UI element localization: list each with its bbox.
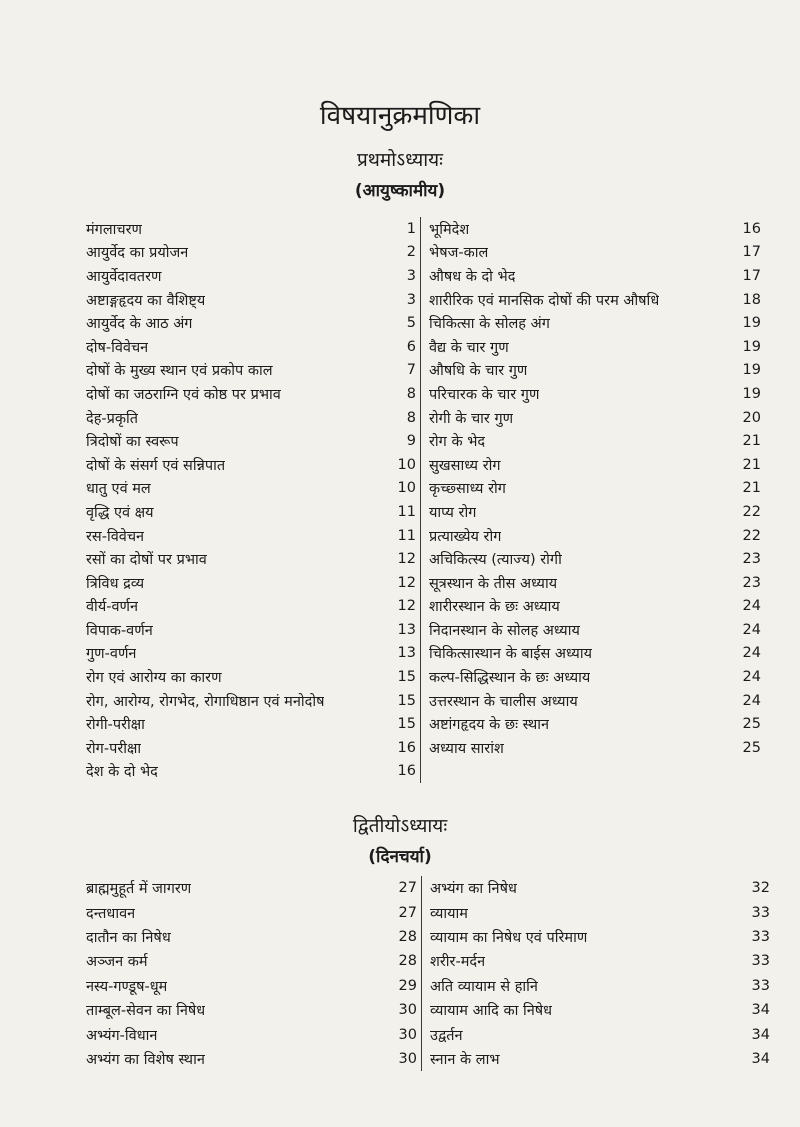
toc-entry bbox=[429, 406, 761, 430]
toc-entry-title: अष्टाङ्गहृदय का वैशिष्ट्य bbox=[86, 292, 206, 309]
toc-entry-title: धातु एवं मल bbox=[86, 481, 151, 498]
toc-entry bbox=[429, 547, 761, 571]
toc-entry-title: वीर्य-वर्णन bbox=[86, 599, 139, 616]
toc-entry-page: 3 bbox=[406, 291, 416, 308]
toc-entry-title: अभ्यंग का निषेध bbox=[430, 881, 517, 898]
toc-entry bbox=[86, 359, 416, 383]
toc-entry-page: 34 bbox=[751, 1026, 770, 1043]
toc-entry-title: मंगलाचरण bbox=[86, 221, 143, 238]
toc-entry bbox=[86, 547, 416, 571]
toc-entry-page: 17 bbox=[742, 267, 761, 284]
toc-entry bbox=[430, 1047, 770, 1071]
toc-entry bbox=[429, 736, 761, 760]
toc-entry-title: भूमिदेश bbox=[429, 221, 470, 238]
toc-entry bbox=[86, 998, 417, 1022]
toc-entry bbox=[429, 453, 761, 477]
toc-entry-title: औषध के दो भेद bbox=[429, 268, 516, 285]
toc-entry bbox=[429, 665, 761, 689]
toc-entry bbox=[86, 925, 417, 949]
toc-entry bbox=[429, 311, 761, 335]
toc-entry bbox=[430, 900, 770, 924]
toc-entry-title: दोष-विवेचन bbox=[86, 339, 149, 356]
toc-entry-title: आयुर्वेदावतरण bbox=[86, 268, 162, 285]
toc-entry-page: 33 bbox=[751, 977, 770, 994]
toc-entry-title: स्नान के लाभ bbox=[430, 1051, 500, 1068]
toc-entry-title: दोषों के संसर्ग एवं सन्निपात bbox=[86, 457, 226, 474]
toc-entry-title: दोषों का जठराग्नि एवं कोष्ठ पर प्रभाव bbox=[86, 386, 281, 403]
toc-entry-title: देश के दो भेद bbox=[86, 764, 158, 781]
toc-entry-title: उद्वर्तन bbox=[430, 1027, 463, 1044]
toc-entry bbox=[429, 477, 761, 501]
toc-entry bbox=[429, 288, 761, 312]
toc-entry-title: अञ्जन कर्म bbox=[86, 954, 148, 971]
toc-entry bbox=[86, 712, 416, 736]
toc-entry bbox=[429, 359, 761, 383]
toc-entry-page: 33 bbox=[751, 953, 770, 970]
toc-entry bbox=[86, 900, 417, 924]
toc-entry bbox=[429, 618, 761, 642]
toc-entry-page: 16 bbox=[742, 220, 761, 237]
toc-entry-page: 24 bbox=[742, 621, 761, 638]
toc-entry bbox=[86, 429, 416, 453]
chapter-1-left-column bbox=[86, 217, 421, 783]
toc-entry bbox=[86, 974, 417, 998]
toc-entry-title: परिचारक के चार गुण bbox=[429, 386, 540, 403]
toc-entry bbox=[86, 264, 416, 288]
toc-entry-page: 13 bbox=[397, 645, 416, 662]
toc-entry-title: वैद्य के चार गुण bbox=[429, 339, 509, 356]
toc-entry-page: 15 bbox=[397, 692, 416, 709]
toc-entry-page: 19 bbox=[742, 385, 761, 402]
toc-entry bbox=[86, 453, 416, 477]
toc-entry bbox=[429, 689, 761, 713]
toc-entry-page: 21 bbox=[742, 480, 761, 497]
toc-entry bbox=[86, 1047, 417, 1071]
toc-entry-title: आयुर्वेद का प्रयोजन bbox=[86, 245, 189, 262]
toc-entry bbox=[86, 571, 416, 595]
toc-entry-page: 17 bbox=[742, 244, 761, 261]
toc-entry-title: अति व्यायाम से हानि bbox=[430, 978, 538, 995]
toc-entry-page: 11 bbox=[397, 527, 416, 544]
toc-entry bbox=[429, 500, 761, 524]
toc-entry bbox=[86, 241, 416, 265]
toc-entry bbox=[430, 998, 770, 1022]
toc-entry bbox=[429, 382, 761, 406]
toc-entry-page: 34 bbox=[751, 1002, 770, 1019]
toc-entry-page: 33 bbox=[751, 928, 770, 945]
toc-entry bbox=[429, 524, 761, 548]
toc-entry-page: 27 bbox=[398, 880, 417, 897]
toc-entry bbox=[429, 335, 761, 359]
toc-entry-title: याप्य रोग bbox=[429, 504, 477, 521]
toc-entry-page: 1 bbox=[406, 220, 416, 237]
chapter-2-title: द्वितीयोऽध्यायः bbox=[352, 815, 448, 837]
toc-entry bbox=[86, 665, 416, 689]
toc-entry-page: 7 bbox=[406, 362, 416, 379]
chapter-1-title: प्रथमोऽध्यायः bbox=[356, 149, 444, 171]
toc-entry-page: 24 bbox=[742, 598, 761, 615]
toc-entry-title: अष्टांगहृदय के छः स्थान bbox=[429, 717, 550, 734]
toc-entry-page: 15 bbox=[397, 716, 416, 733]
toc-entry bbox=[86, 642, 416, 666]
toc-entry-title: अचिकित्स्य (त्याज्य) रोगी bbox=[429, 552, 562, 569]
toc-entry bbox=[430, 949, 770, 973]
toc-entry bbox=[430, 974, 770, 998]
toc-entry-page: 8 bbox=[406, 409, 416, 426]
toc-entry-title: दातौन का निषेध bbox=[86, 929, 171, 946]
toc-entry bbox=[86, 311, 416, 335]
toc-entry-page: 30 bbox=[398, 1026, 417, 1043]
toc-entry-title: देह-प्रकृति bbox=[86, 410, 139, 427]
toc-entry-page: 24 bbox=[742, 645, 761, 662]
toc-entry-page: 2 bbox=[406, 244, 416, 261]
toc-entry-page: 10 bbox=[397, 480, 416, 497]
toc-entry-page: 22 bbox=[742, 503, 761, 520]
toc-entry-page: 21 bbox=[742, 433, 761, 450]
toc-entry-title: रसों का दोषों पर प्रभाव bbox=[86, 552, 207, 569]
toc-entry bbox=[86, 949, 417, 973]
toc-entry bbox=[86, 217, 416, 241]
toc-entry-page: 19 bbox=[742, 338, 761, 355]
toc-entry-title: विपाक-वर्णन bbox=[86, 622, 153, 639]
chapter-2-subtitle: (दिनचर्या) bbox=[368, 847, 432, 867]
toc-entry-title: त्रिविध द्रव्य bbox=[86, 575, 145, 592]
toc-entry-title: कल्प-सिद्धिस्थान के छः अध्याय bbox=[429, 670, 591, 687]
toc-entry-page: 23 bbox=[742, 551, 761, 568]
toc-entry-page: 34 bbox=[751, 1050, 770, 1067]
toc-entry-title: उत्तरस्थान के चालीस अध्याय bbox=[429, 693, 578, 710]
toc-entry bbox=[429, 241, 761, 265]
toc-entry-title: रोग-परीक्षा bbox=[86, 740, 142, 757]
toc-entry bbox=[429, 429, 761, 453]
toc-entry-page: 15 bbox=[397, 669, 416, 686]
toc-entry-title: शरीर-मर्दन bbox=[430, 954, 486, 971]
toc-entry-page: 9 bbox=[406, 433, 416, 450]
toc-entry-page: 16 bbox=[397, 739, 416, 756]
toc-entry-title: भेषज-काल bbox=[429, 245, 489, 262]
toc-entry-title: वृद्धि एवं क्षय bbox=[86, 504, 154, 521]
toc-entry-title: अध्याय सारांश bbox=[429, 740, 504, 757]
chapter-1-right-column bbox=[421, 217, 761, 783]
toc-entry-title: गुण-वर्णन bbox=[86, 646, 137, 663]
toc-entry-title: रोग, आरोग्य, रोगभेद, रोगाधिष्ठान एवं मनोदोष bbox=[86, 693, 325, 710]
toc-entry bbox=[429, 571, 761, 595]
toc-entry-page: 11 bbox=[397, 503, 416, 520]
toc-entry-page: 12 bbox=[397, 598, 416, 615]
toc-entry-title: व्यायाम आदि का निषेध bbox=[430, 1003, 553, 1020]
toc-entry-page: 28 bbox=[398, 953, 417, 970]
toc-entry-page: 19 bbox=[742, 315, 761, 332]
toc-entry bbox=[86, 335, 416, 359]
toc-entry bbox=[86, 595, 416, 619]
toc-entry-title: शारीरिक एवं मानसिक दोषों की परम औषधि bbox=[429, 292, 660, 309]
chapter-2-left-column bbox=[86, 876, 422, 1071]
toc-entry bbox=[86, 736, 416, 760]
toc-entry-title: ताम्बूल-सेवन का निषेध bbox=[86, 1003, 206, 1020]
toc-entry bbox=[430, 876, 770, 900]
chapter-1-contents bbox=[86, 217, 761, 783]
chapter-2-contents bbox=[86, 876, 770, 1071]
toc-entry bbox=[86, 524, 416, 548]
toc-entry-title: दोषों के मुख्य स्थान एवं प्रकोप काल bbox=[86, 363, 273, 380]
toc-entry bbox=[430, 1022, 770, 1046]
toc-entry-title: औषधि के चार गुण bbox=[429, 363, 528, 380]
toc-entry-title: व्यायाम bbox=[430, 905, 468, 922]
toc-entry-page: 33 bbox=[751, 904, 770, 921]
toc-entry-title: रोग के भेद bbox=[429, 434, 486, 451]
toc-entry-page: 25 bbox=[742, 716, 761, 733]
toc-entry-title: प्रत्याख्येय रोग bbox=[429, 528, 502, 545]
toc-entry-title: त्रिदोषों का स्वरूप bbox=[86, 434, 179, 451]
toc-entry bbox=[430, 925, 770, 949]
toc-entry-title: रोग एवं आरोग्य का कारण bbox=[86, 670, 222, 687]
toc-entry-title: रोगी-परीक्षा bbox=[86, 717, 145, 734]
toc-entry bbox=[86, 760, 416, 784]
toc-entry-page: 27 bbox=[398, 904, 417, 921]
toc-entry-page: 10 bbox=[397, 456, 416, 473]
toc-entry-title: कृच्छ्साध्य रोग bbox=[429, 481, 506, 498]
toc-entry-page: 32 bbox=[751, 880, 770, 897]
toc-entry bbox=[429, 217, 761, 241]
toc-entry-page: 24 bbox=[742, 692, 761, 709]
toc-entry-title: नस्य-गण्डूष-धूम bbox=[86, 978, 168, 995]
toc-entry-page: 23 bbox=[742, 574, 761, 591]
toc-entry bbox=[86, 876, 417, 900]
toc-entry-page: 18 bbox=[742, 291, 761, 308]
toc-entry-page: 5 bbox=[406, 315, 416, 332]
toc-entry-page: 21 bbox=[742, 456, 761, 473]
toc-entry-page: 3 bbox=[406, 267, 416, 284]
toc-entry-page: 25 bbox=[742, 739, 761, 756]
toc-entry-page: 29 bbox=[398, 977, 417, 994]
toc-entry-title: सूत्रस्थान के तीस अध्याय bbox=[429, 575, 558, 592]
toc-entry-page: 13 bbox=[397, 621, 416, 638]
toc-entry-title: चिकित्सा के सोलह अंग bbox=[429, 316, 550, 333]
toc-entry bbox=[429, 642, 761, 666]
toc-entry-title: अभ्यंग-विधान bbox=[86, 1027, 158, 1044]
toc-entry-title: चिकित्सास्थान के बाईस अध्याय bbox=[429, 646, 593, 663]
toc-entry-page: 12 bbox=[397, 574, 416, 591]
toc-entry bbox=[429, 264, 761, 288]
toc-entry-page: 30 bbox=[398, 1050, 417, 1067]
toc-entry-title: शारीरस्थान के छः अध्याय bbox=[429, 599, 560, 616]
toc-entry-title: व्यायाम का निषेध एवं परिमाण bbox=[430, 929, 588, 946]
toc-entry-page: 16 bbox=[397, 763, 416, 780]
toc-entry-title: आयुर्वेद के आठ अंग bbox=[86, 316, 193, 333]
toc-entry-title: सुखसाध्य रोग bbox=[429, 457, 501, 474]
toc-entry-page: 28 bbox=[398, 928, 417, 945]
toc-entry bbox=[86, 618, 416, 642]
toc-entry-page: 24 bbox=[742, 669, 761, 686]
toc-entry bbox=[86, 288, 416, 312]
page-title: विषयानुक्रमणिका bbox=[319, 101, 481, 131]
toc-entry-title: दन्तधावन bbox=[86, 905, 136, 922]
toc-entry-page: 22 bbox=[742, 527, 761, 544]
toc-entry-page: 20 bbox=[742, 409, 761, 426]
toc-entry-page: 6 bbox=[406, 338, 416, 355]
chapter-1-subtitle: (आयुष्कामीय) bbox=[354, 181, 446, 201]
toc-entry-title: अभ्यंग का विशेष स्थान bbox=[86, 1051, 205, 1068]
toc-entry-page: 12 bbox=[397, 551, 416, 568]
toc-entry bbox=[429, 595, 761, 619]
toc-entry bbox=[86, 382, 416, 406]
toc-entry-title: निदानस्थान के सोलह अध्याय bbox=[429, 622, 580, 639]
toc-entry bbox=[86, 406, 416, 430]
toc-entry-page: 8 bbox=[406, 385, 416, 402]
toc-entry-title: रस-विवेचन bbox=[86, 528, 145, 545]
toc-entry-page: 19 bbox=[742, 362, 761, 379]
chapter-2-right-column bbox=[422, 876, 770, 1071]
toc-entry bbox=[86, 689, 416, 713]
toc-entry-title: ब्राह्ममुहूर्त में जागरण bbox=[86, 881, 192, 898]
toc-entry bbox=[86, 1022, 417, 1046]
toc-entry-page: 30 bbox=[398, 1002, 417, 1019]
toc-entry bbox=[86, 477, 416, 501]
toc-entry bbox=[86, 500, 416, 524]
toc-entry bbox=[429, 712, 761, 736]
toc-entry-title: रोगी के चार गुण bbox=[429, 410, 514, 427]
